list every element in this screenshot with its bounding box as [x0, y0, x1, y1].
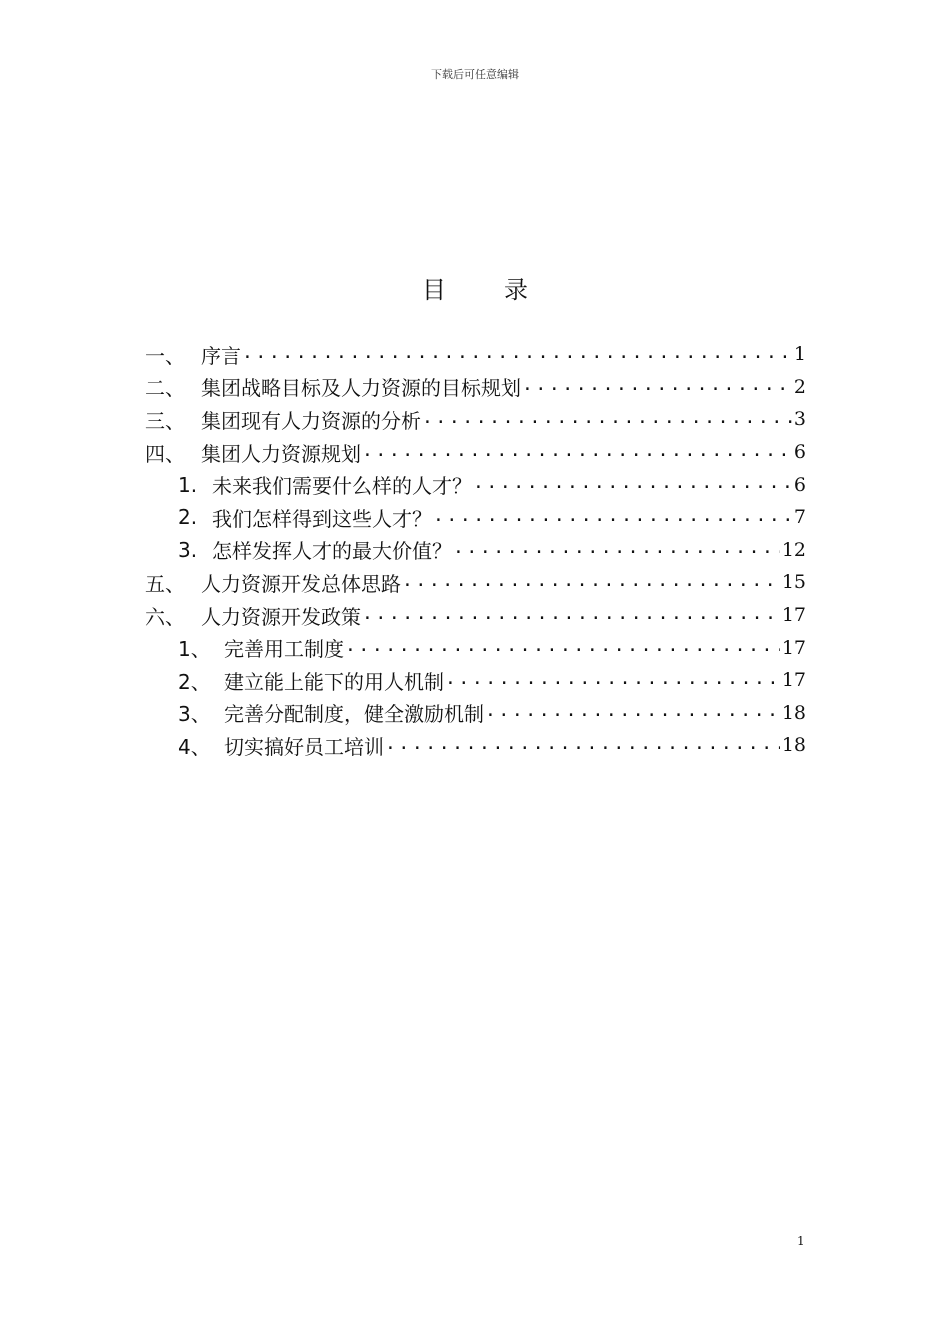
toc-entry-label: 集团战略目标及人力资源的目标规划: [201, 376, 521, 401]
toc-subentry[interactable]: [145, 501, 806, 534]
toc-entry-label: 怎样发挥人才的最大价值？: [212, 539, 452, 564]
toc-subentry[interactable]: [145, 534, 806, 567]
dot-leader: [485, 700, 780, 721]
toc-title: [0, 270, 950, 305]
toc-entry-page: 18: [781, 734, 806, 757]
toc-entry-number: 四、: [145, 441, 185, 466]
toc-entry-label: 建立能上能下的用人机制: [224, 669, 444, 694]
header-note: 下载后可任意编辑: [431, 68, 519, 81]
toc-entry-page: 15: [781, 571, 806, 594]
toc-entry-number: 2、: [178, 669, 211, 694]
toc-entry-page: 2: [793, 375, 806, 398]
dot-leader: [433, 505, 792, 526]
toc-entry-page: 17: [781, 636, 806, 659]
toc-entry-number: 三、: [145, 408, 185, 433]
toc-entry-number: 4、: [178, 734, 211, 759]
toc-title-part2: 录: [504, 276, 528, 304]
dot-leader: [242, 342, 792, 363]
toc-entry-number: 3、: [178, 702, 211, 727]
toc-entry-label: 人力资源开发总体思路: [201, 571, 401, 596]
dot-leader: [402, 570, 780, 591]
toc-entry-page: 6: [793, 441, 806, 464]
toc-entry-label: 完善用工制度: [224, 637, 344, 662]
toc-entry-page: 7: [793, 506, 806, 529]
toc-title-part1: 目: [422, 276, 446, 304]
dot-leader: [385, 733, 780, 754]
dot-leader: [362, 603, 780, 624]
toc-subentry[interactable]: [145, 697, 806, 730]
toc-entry-number: 1、: [178, 637, 211, 662]
toc-entry-number: 一、: [145, 343, 185, 368]
toc-subentry[interactable]: [145, 468, 806, 501]
toc-entry-number: 2.: [178, 505, 198, 530]
toc-entry-label: 我们怎样得到这些人才？: [212, 506, 432, 531]
table-of-contents: [145, 338, 806, 762]
toc-entry-label: 未来我们需要什么样的人才？: [212, 474, 472, 499]
dot-leader: [362, 440, 792, 461]
toc-entry[interactable]: [145, 436, 806, 469]
toc-entry[interactable]: [145, 599, 806, 632]
toc-entry[interactable]: [145, 371, 806, 404]
toc-entry-page: 6: [793, 473, 806, 496]
dot-leader: [522, 374, 792, 395]
toc-entry[interactable]: [145, 566, 806, 599]
dot-leader: [422, 407, 792, 428]
toc-entry-number: 五、: [145, 571, 185, 596]
page-number: 1: [797, 1234, 805, 1248]
toc-entry-page: 12: [781, 538, 806, 561]
toc-entry-label: 完善分配制度，健全激励机制: [224, 702, 484, 727]
toc-entry-number: 3.: [178, 537, 198, 562]
dot-leader: [453, 537, 780, 558]
toc-entry-label: 序言: [201, 343, 241, 368]
toc-entry-page: 18: [781, 701, 806, 724]
toc-entry-number: 1.: [178, 472, 198, 497]
toc-entry-page: 17: [781, 604, 806, 627]
toc-subentry[interactable]: [145, 631, 806, 664]
toc-entry-label: 切实搞好员工培训: [224, 734, 384, 759]
dot-leader: [473, 472, 792, 493]
toc-entry-number: 六、: [145, 604, 185, 629]
toc-entry[interactable]: [145, 403, 806, 436]
toc-entry-page: 1: [793, 343, 806, 366]
toc-subentry[interactable]: [145, 664, 806, 697]
dot-leader: [445, 668, 780, 689]
toc-entry-page: 17: [781, 669, 806, 692]
toc-subentry[interactable]: [145, 729, 806, 762]
toc-entry-label: 集团现有人力资源的分析: [201, 408, 421, 433]
toc-entry[interactable]: [145, 338, 806, 371]
dot-leader: [345, 635, 780, 656]
toc-entry-page: 3: [793, 408, 806, 431]
toc-entry-number: 二、: [145, 376, 185, 401]
toc-entry-label: 人力资源开发政策: [201, 604, 361, 629]
toc-entry-label: 集团人力资源规划: [201, 441, 361, 466]
